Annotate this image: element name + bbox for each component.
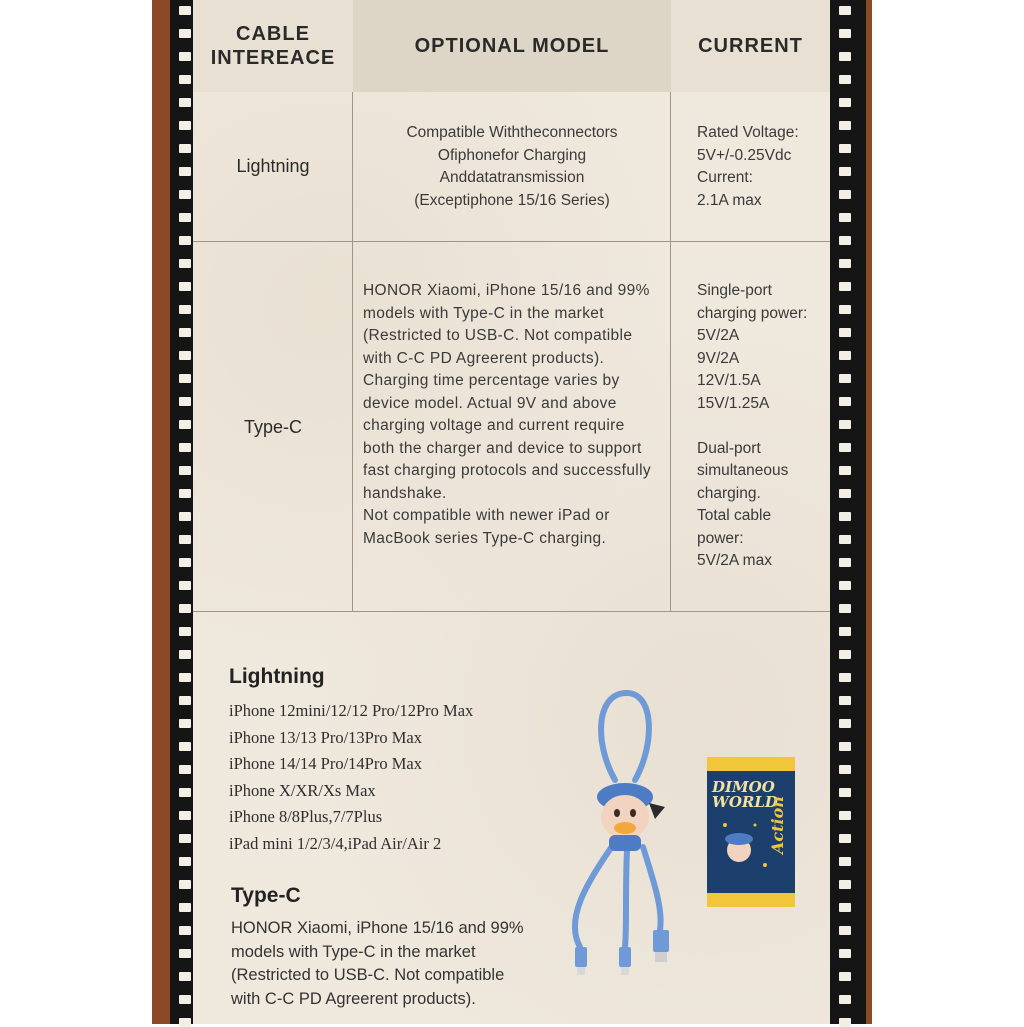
row-lightning-current: Rated Voltage: 5V+/-0.25Vdc Current: 2.1A max — [697, 124, 799, 209]
film-sprocket-hole — [179, 328, 191, 337]
row-lightning-interface: Lightning — [236, 156, 310, 176]
film-sprocket-hole — [839, 259, 851, 268]
film-sprocket-hole — [179, 374, 191, 383]
film-sprocket-hole — [839, 213, 851, 222]
film-sprocket-hole — [839, 351, 851, 360]
film-sprocket-hole — [179, 305, 191, 314]
film-sprocket-hole — [839, 926, 851, 935]
list-item: iPhone X/XR/Xs Max — [229, 780, 376, 800]
film-sprocket-hole — [179, 397, 191, 406]
film-sprocket-hole — [179, 581, 191, 590]
film-sprocket-hole — [179, 604, 191, 613]
film-sprocket-hole — [839, 167, 851, 176]
header-cable-interface: CABLE INTEREACE — [210, 23, 336, 69]
film-sprocket-hole — [839, 604, 851, 613]
film-sprocket-hole — [179, 995, 191, 1004]
film-sprocket-hole — [179, 857, 191, 866]
box-brand-line2: WORLD — [712, 793, 778, 811]
film-sprocket-hole — [179, 903, 191, 912]
film-sprocket-hole — [839, 489, 851, 498]
film-sprocket-hole — [179, 190, 191, 199]
film-strip-right — [830, 0, 866, 1024]
film-sprocket-hole — [179, 144, 191, 153]
film-sprocket-hole — [179, 75, 191, 84]
film-sprocket-hole — [179, 236, 191, 245]
film-sprocket-hole — [839, 466, 851, 475]
row-typec-current: Single-port charging power: 5V/2A 9V/2A 12V/1.5A 15V/1.25A Dual-port simultaneous charging. Total cable power: 5V/2A max — [697, 282, 808, 569]
film-sprocket-hole — [839, 581, 851, 590]
film-sprocket-hole — [179, 121, 191, 130]
film-sprocket-hole — [839, 190, 851, 199]
film-sprocket-hole — [179, 535, 191, 544]
film-sprocket-hole — [839, 742, 851, 751]
typec-section-description: HONOR Xiaomi, iPhone 15/16 and 99% models with Type-C in the market (Restricted to USB-C. Not compatible with C-C PD Agreerent products). — [231, 919, 524, 1008]
film-sprocket-hole — [179, 489, 191, 498]
film-sprocket-hole — [839, 374, 851, 383]
film-sprocket-hole — [839, 627, 851, 636]
header-optional-model: OPTIONAL MODEL — [414, 35, 610, 57]
film-sprocket-hole — [839, 696, 851, 705]
film-sprocket-hole — [179, 650, 191, 659]
film-sprocket-hole — [179, 949, 191, 958]
film-sprocket-hole — [179, 512, 191, 521]
film-sprocket-hole — [179, 719, 191, 728]
film-sprocket-hole — [839, 972, 851, 981]
film-sprocket-hole — [839, 903, 851, 912]
row-typec-model: HONOR Xiaomi, iPhone 15/16 and 99% models with Type-C in the market (Restricted to USB-C. Not compatible with C-C PD Agreerent products). Charging time percentage varies by device model. Actual 9V and above charging voltage and current require both the charger and device to support fast charging protocols and successfully handshake. Not compatible with newer iPad or MacBook series Type-C charging. — [363, 282, 651, 547]
film-sprocket-hole — [839, 1018, 851, 1027]
film-sprocket-hole — [179, 673, 191, 682]
film-sprocket-hole — [179, 213, 191, 222]
film-sprocket-hole — [179, 788, 191, 797]
film-sprocket-hole — [839, 535, 851, 544]
film-sprocket-hole — [179, 282, 191, 291]
film-sprocket-hole — [179, 742, 191, 751]
row-lightning-model: Compatible Withtheconnectors Ofiphonefor Charging Anddatatransmission (Exceptiphone 15/16 Series) — [406, 124, 618, 209]
film-sprocket-hole — [839, 857, 851, 866]
film-sprocket-hole — [839, 443, 851, 452]
film-sprocket-hole — [839, 880, 851, 889]
film-sprocket-hole — [179, 627, 191, 636]
list-item: iPhone 8/8Plus,7/7Plus — [229, 807, 383, 826]
film-sprocket-hole — [839, 512, 851, 521]
film-sprocket-hole — [839, 788, 851, 797]
film-sprocket-hole — [839, 6, 851, 15]
film-sprocket-hole — [839, 650, 851, 659]
film-sprocket-hole — [179, 765, 191, 774]
header-current: CURRENT — [698, 35, 803, 57]
film-sprocket-hole — [179, 259, 191, 268]
film-sprocket-hole — [839, 121, 851, 130]
film-sprocket-hole — [179, 834, 191, 843]
film-sprocket-hole — [839, 834, 851, 843]
film-sprocket-hole — [839, 765, 851, 774]
film-sprocket-hole — [179, 558, 191, 567]
film-sprocket-hole — [179, 926, 191, 935]
typec-section-title: Type-C — [231, 884, 301, 907]
list-item: iPhone 13/13 Pro/13Pro Max — [229, 727, 422, 747]
cable-product-image — [555, 685, 705, 985]
film-sprocket-hole — [179, 52, 191, 61]
film-sprocket-hole — [179, 167, 191, 176]
film-sprocket-hole — [839, 305, 851, 314]
list-item: iPad mini 1/2/3/4,iPad Air/Air 2 — [229, 833, 442, 853]
film-sprocket-hole — [839, 397, 851, 406]
film-sprocket-hole — [839, 719, 851, 728]
list-item: iPhone 14/14 Pro/14Pro Max — [229, 754, 422, 773]
film-sprocket-hole — [839, 420, 851, 429]
film-sprocket-hole — [179, 972, 191, 981]
film-sprocket-hole — [839, 995, 851, 1004]
lightning-model-list — [229, 698, 473, 857]
film-sprocket-hole — [179, 29, 191, 38]
row-typec-interface: Type-C — [243, 416, 303, 437]
film-sprocket-hole — [179, 351, 191, 360]
list-item: iPhone 12mini/12/12 Pro/12Pro Max — [229, 701, 474, 720]
film-sprocket-hole — [179, 420, 191, 429]
box-brand-line1: DIMOO — [712, 778, 775, 796]
film-sprocket-hole — [839, 236, 851, 245]
film-sprocket-hole — [839, 98, 851, 107]
film-sprocket-hole — [179, 6, 191, 15]
film-sprocket-hole — [839, 282, 851, 291]
film-sprocket-hole — [839, 75, 851, 84]
film-sprocket-hole — [179, 696, 191, 705]
film-sprocket-hole — [839, 811, 851, 820]
film-sprocket-hole — [839, 52, 851, 61]
film-sprocket-hole — [839, 673, 851, 682]
lightning-section-title: Lightning — [229, 665, 325, 688]
film-sprocket-hole — [839, 328, 851, 337]
film-sprocket-hole — [179, 880, 191, 889]
film-sprocket-hole — [839, 144, 851, 153]
box-side-text: Action — [768, 796, 787, 854]
film-sprocket-hole — [839, 949, 851, 958]
film-sprocket-hole — [179, 811, 191, 820]
film-sprocket-hole — [179, 443, 191, 452]
film-sprocket-hole — [839, 558, 851, 567]
film-sprocket-hole — [839, 29, 851, 38]
film-sprocket-hole — [179, 98, 191, 107]
box-side-label — [760, 790, 790, 870]
film-sprocket-hole — [179, 466, 191, 475]
film-sprocket-hole — [179, 1018, 191, 1027]
